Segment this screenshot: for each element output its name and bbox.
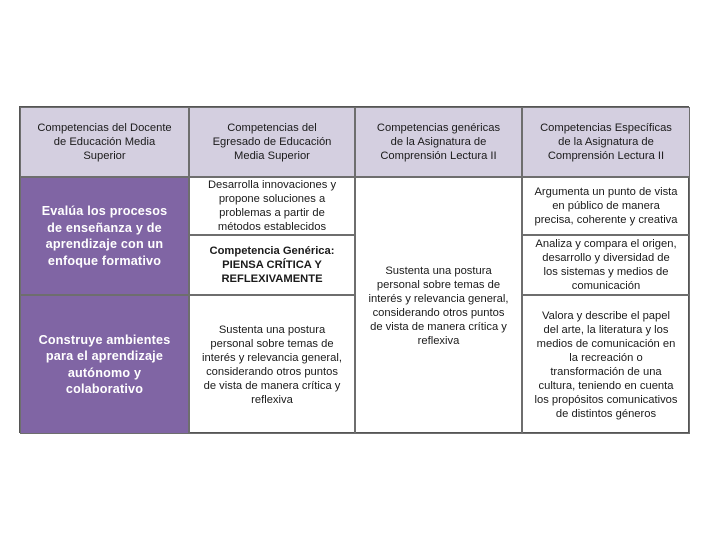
header-egresado: Competencias del Egresado de Educación Media Superior [189,107,355,177]
docente-competencia-evalua: Evalúa los procesos de enseñanza y de aprendizaje con un enfoque formativo [20,177,189,295]
header-genericas: Competencias genéricas de la Asignatura de Comprensión Lectura II [355,107,522,177]
docente-competencia-ambientes: Construye ambientes para el aprendizaje autónomo y colaborativo [20,295,189,434]
egresado-competencia-sustenta: Sustenta una postura personal sobre temas de interés y relevancia general, considerando otros puntos de vista de manera crítica y reflexiva [189,295,355,434]
especifica-competencia-analiza: Analiza y compara el origen, desarrollo y diversidad de los sistemas y medios de comunicación [522,235,690,295]
egresado-competencia-innovaciones: Desarrolla innovaciones y propone soluciones a problemas a partir de métodos establecidos [189,177,355,235]
especifica-competencia-argumenta: Argumenta un punto de vista en público de manera precisa, coherente y creativa [522,177,690,235]
egresado-competencia-generica: Competencia Genérica: PIENSA CRÍTICA Y REFLEXIVAMENTE [189,235,355,295]
header-docente: Competencias del Docente de Educación Media Superior [20,107,189,177]
especifica-competencia-valora: Valora y describe el papel del arte, la literatura y los medios de comunicación en la recreación o transformación de una cultura, teniendo en cuenta los propósitos comunicativos de distintos géneros [522,295,690,434]
generica-competencia-sustenta: Sustenta una postura personal sobre temas de interés y relevancia general, considerando otros puntos de vista de manera crítica y reflexiva [355,177,522,434]
header-especificas: Competencias Específicas de la Asignatura de Comprensión Lectura II [522,107,690,177]
competencias-table [19,106,689,433]
